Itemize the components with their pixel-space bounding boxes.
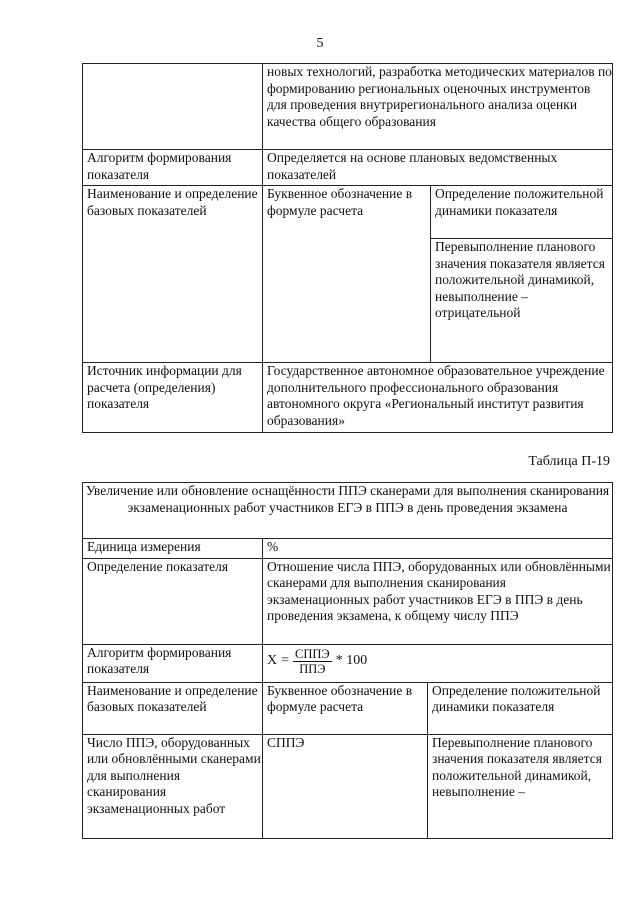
page-number: 5: [316, 36, 324, 51]
row-value: новых технологий, разработка методических материалов по формированию региональных оценочных инструментов для проведения внутрирегионального анализа оценки качества общего образования: [263, 64, 613, 150]
formula-lhs: X: [267, 652, 278, 668]
table-row: [83, 644, 613, 682]
table-row: [83, 539, 613, 559]
letter-cell: СППЭ: [263, 734, 428, 838]
indicator-table-continued: [82, 63, 613, 433]
table-title: Увеличение или обновление оснащённости ППЭ сканерами для выполнения сканирования экзаменационных работ участников ЕГЭ в ППЭ в день проведения экзамена: [83, 483, 613, 539]
row-label: Алгоритм формирования показателя: [83, 644, 263, 682]
dynamics-value-cell: Перевыполнение планового значения показателя является положительной динамикой, невыполнение –: [428, 734, 613, 838]
row-value: %: [263, 539, 613, 559]
formula-eq: =: [281, 652, 290, 668]
formula-tail: * 100: [335, 652, 368, 668]
row-label: Алгоритм формирования показателя: [83, 150, 263, 186]
table-caption: Таблица П-19: [528, 454, 610, 469]
row-label: Определение показателя: [83, 558, 263, 644]
row-label: Единица измерения: [83, 539, 263, 559]
letter-header-cell: Буквенное обозначение в формуле расчета: [263, 682, 428, 734]
formula-cell: [263, 644, 613, 682]
row-label: Источник информации для расчета (определения) показателя: [83, 363, 263, 433]
table-row: [83, 734, 613, 838]
dynamics-header-cell: Определение положительной динамики показателя: [428, 682, 613, 734]
table-row: [83, 186, 613, 239]
table-row: [83, 150, 613, 186]
formula-numerator: СППЭ: [295, 646, 330, 661]
indicator-table-p19: [82, 482, 613, 839]
row-label: [83, 64, 263, 150]
letter-cell: Буквенное обозначение в формуле расчета: [263, 186, 431, 363]
row-label: Наименование и определение базовых показателей: [83, 682, 263, 734]
formula-denominator: ППЭ: [299, 661, 326, 676]
dynamics-value-cell: Перевыполнение планового значения показателя является положительной динамикой, невыполнение – отрицательной: [431, 239, 613, 363]
row-label: Наименование и определение базовых показателей: [83, 186, 263, 363]
row-label: Число ППЭ, оборудованных или обновлёнными сканерами для выполнения сканирования экзаменационных работ: [83, 734, 263, 838]
table-row: [83, 483, 613, 539]
table-row: [83, 558, 613, 644]
table-row: [83, 363, 613, 433]
row-value: Государственное автономное образовательное учреждение дополнительного профессионального образования автономного округа «Региональный институт развития образования»: [263, 363, 613, 433]
table-row: [83, 682, 613, 734]
row-value: Определяется на основе плановых ведомственных показателей: [263, 150, 613, 186]
formula-fraction: [293, 647, 332, 676]
row-value: Отношение числа ППЭ, оборудованных или обновлёнными сканерами для выполнения сканирования экзаменационных работ участников ЕГЭ в ППЭ в день проведения экзамена, к общему числу ППЭ: [263, 558, 613, 644]
formula: [267, 647, 367, 676]
table-row: [83, 64, 613, 150]
dynamics-header-cell: Определение положительной динамики показателя: [431, 186, 613, 239]
